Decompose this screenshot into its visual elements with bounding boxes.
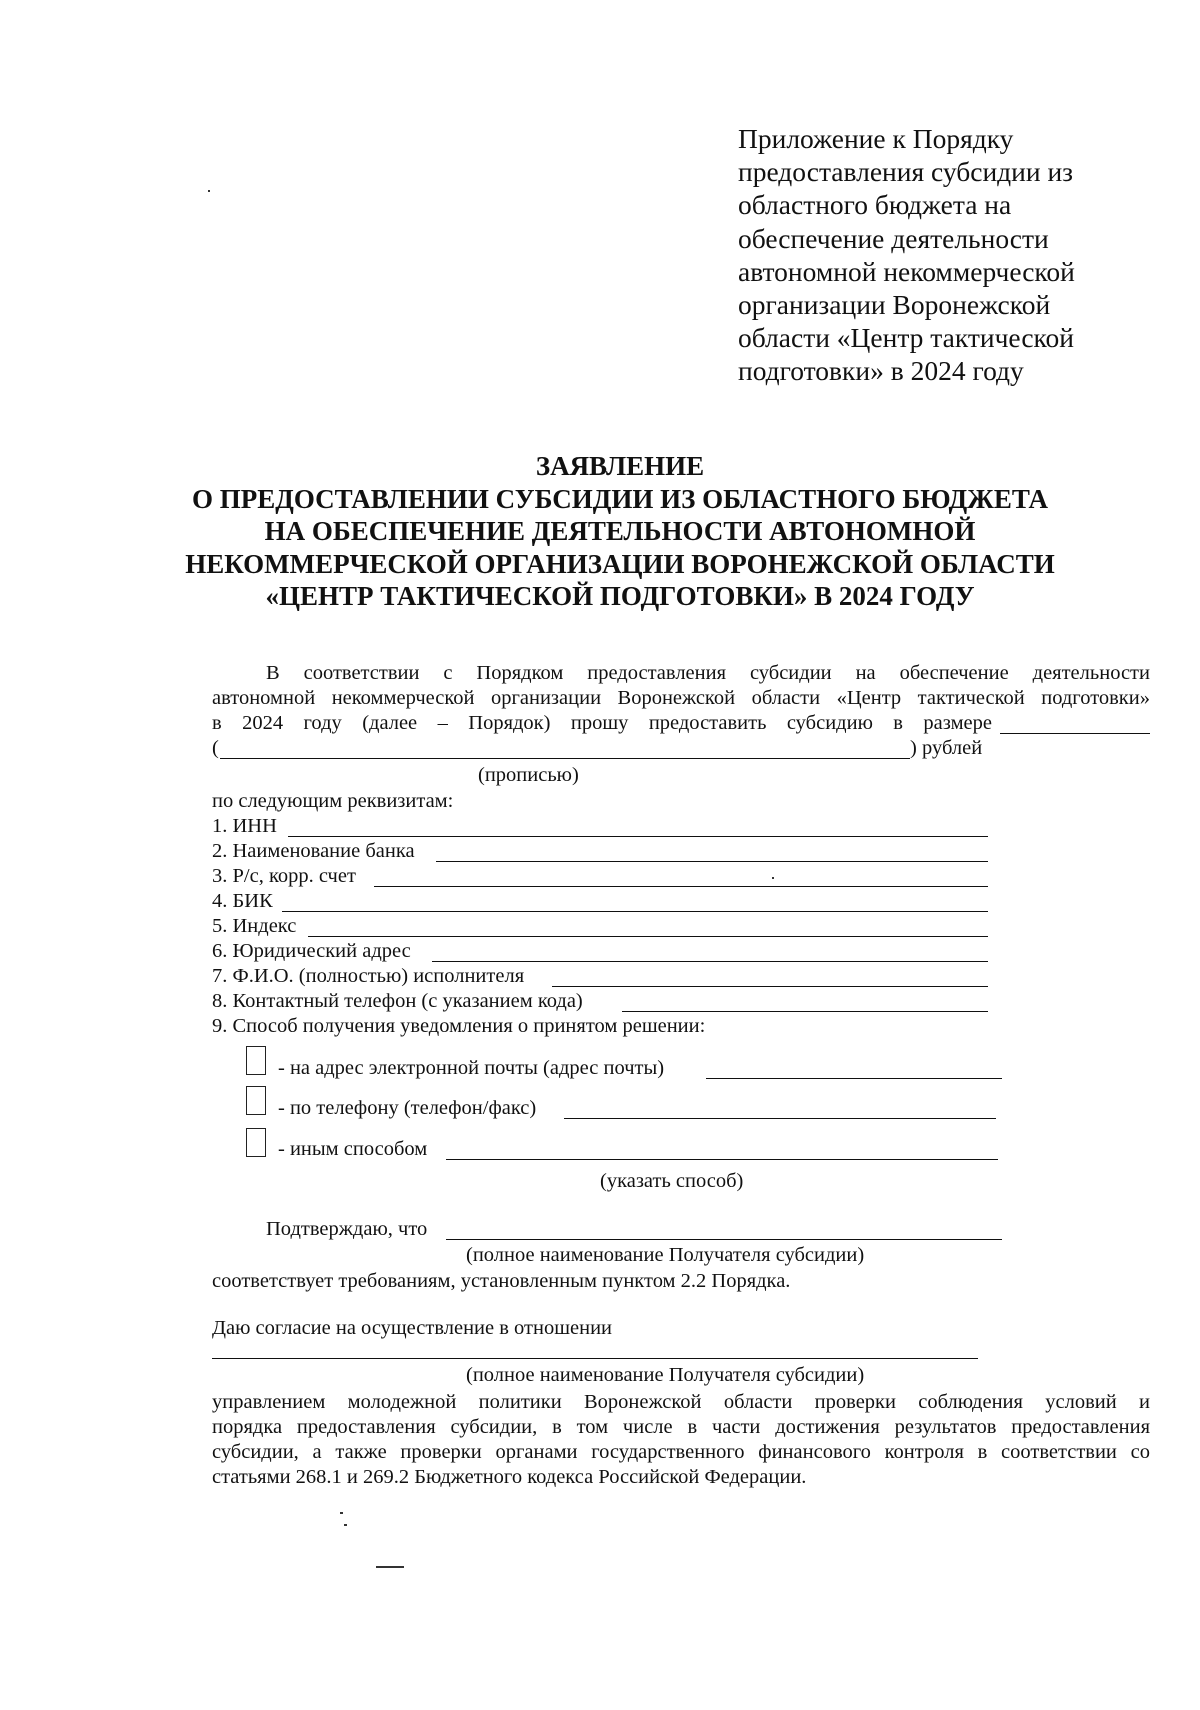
consent-line: управлением молодежной политики Воронежской области проверки соблюдения условий и [212, 1391, 1150, 1413]
appendix-line: предоставления субсидии из [738, 156, 1074, 188]
other-method-field[interactable] [446, 1159, 998, 1160]
postcode-label: 5. Индекс [212, 915, 297, 937]
bik-label: 4. БИК [212, 890, 273, 912]
consent-recipient-caption: (полное наименование Получателя субсидии) [466, 1364, 865, 1386]
requisites-heading: по следующим реквизитам: [212, 790, 454, 812]
amount-digits-field[interactable] [1000, 733, 1150, 734]
appendix-line: Приложение к Порядку [738, 123, 1014, 154]
appendix-line: подготовки» в 2024 году [738, 355, 1024, 387]
consent-last-line: статьями 268.1 и 269.2 Бюджетного кодекса Российской Федерации. [212, 1466, 807, 1488]
scan-speck [772, 877, 774, 879]
intro-line-3: в 2024 году (далее – Порядок) прошу предоставить субсидию в размере [212, 712, 992, 734]
phone-option-checkbox[interactable] [246, 1086, 266, 1115]
account-label: 3. Р/с, корр. счет [212, 865, 356, 887]
appendix-line: организации Воронежской [738, 289, 1051, 321]
phone-label: 8. Контактный телефон (с указанием кода) [212, 990, 583, 1012]
appendix-line: обеспечение деятельности [738, 222, 1049, 254]
scan-speck [208, 190, 210, 192]
notification-heading: 9. Способ получения уведомления о принятом решении: [212, 1015, 706, 1037]
phone-field[interactable] [622, 1011, 988, 1012]
bank-name-label: 2. Наименование банка [212, 840, 415, 862]
account-field[interactable] [374, 886, 988, 887]
rubles-label: рублей [922, 737, 983, 759]
scan-speck [344, 1524, 347, 1526]
email-option-label: - на адрес электронной почты (адрес почты) [278, 1057, 665, 1079]
appendix-line: областного бюджета на [738, 189, 1012, 221]
recipient-name-field[interactable] [446, 1239, 1002, 1240]
consent-prefix: Даю согласие на осуществление в отношении [212, 1317, 613, 1339]
phone-fax-field[interactable] [564, 1118, 996, 1119]
specify-method-caption: (указать способ) [600, 1170, 744, 1192]
executor-name-label: 7. Ф.И.О. (полностью) исполнителя [212, 965, 525, 987]
other-option-label: - иным способом [278, 1138, 428, 1160]
postcode-field[interactable] [308, 936, 988, 937]
consent-line: субсидии, а также проверки органами государственного финансового контроля в соответствии со [212, 1441, 1150, 1463]
scan-speck [340, 1512, 343, 1514]
amount-words-field[interactable] [220, 758, 910, 759]
executor-name-field[interactable] [552, 986, 988, 987]
title-line: «ЦЕНТР ТАКТИЧЕСКОЙ ПОДГОТОВКИ» В 2024 ГОДУ [265, 581, 975, 612]
legal-address-field[interactable] [432, 961, 988, 962]
in-words-caption: (прописью) [478, 764, 579, 786]
other-option-checkbox[interactable] [246, 1128, 266, 1157]
paren-close: ) [910, 737, 917, 759]
title-line: О ПРЕДОСТАВЛЕНИИ СУБСИДИИ ИЗ ОБЛАСТНОГО БЮДЖЕТА [191, 483, 1049, 514]
confirmation-prefix: Подтверждаю, что [266, 1218, 428, 1240]
consent-recipient-field[interactable] [212, 1358, 978, 1359]
intro-line-1: В соответствии с Порядком предоставления субсидии на обеспечение деятельности [266, 662, 1150, 684]
appendix-note [738, 122, 1158, 388]
title-line: НЕКОММЕРЧЕСКОЙ ОРГАНИЗАЦИИ ВОРОНЕЖСКОЙ ОБЛАСТИ [185, 548, 1055, 579]
bik-field[interactable] [282, 911, 988, 912]
bank-name-field[interactable] [436, 861, 988, 862]
email-field[interactable] [706, 1078, 1002, 1079]
recipient-name-caption: (полное наименование Получателя субсидии) [466, 1244, 865, 1266]
email-option-checkbox[interactable] [246, 1046, 266, 1075]
legal-address-label: 6. Юридический адрес [212, 940, 411, 962]
consent-line: порядка предоставления субсидии, в том числе в части достижения результатов предоставления [212, 1416, 1150, 1438]
scan-speck [376, 1566, 404, 1568]
appendix-line: области «Центр тактической [738, 322, 1074, 354]
confirmation-text: соответствует требованиям, установленным пунктом 2.2 Порядка. [212, 1270, 791, 1292]
phone-option-label: - по телефону (телефон/факс) [278, 1097, 537, 1119]
paren-open: ( [212, 737, 219, 759]
appendix-line: автономной некоммерческой [738, 255, 1075, 287]
title-line: ЗАЯВЛЕНИЕ [535, 451, 705, 481]
intro-line-2: автономной некоммерческой организации Воронежской области «Центр тактической подготовки» [212, 687, 1150, 709]
title-line: НА ОБЕСПЕЧЕНИЕ ДЕЯТЕЛЬНОСТИ АВТОНОМНОЙ [264, 516, 976, 547]
inn-field[interactable] [288, 836, 988, 837]
inn-label: 1. ИНН [212, 815, 277, 837]
document-title [180, 450, 1060, 613]
